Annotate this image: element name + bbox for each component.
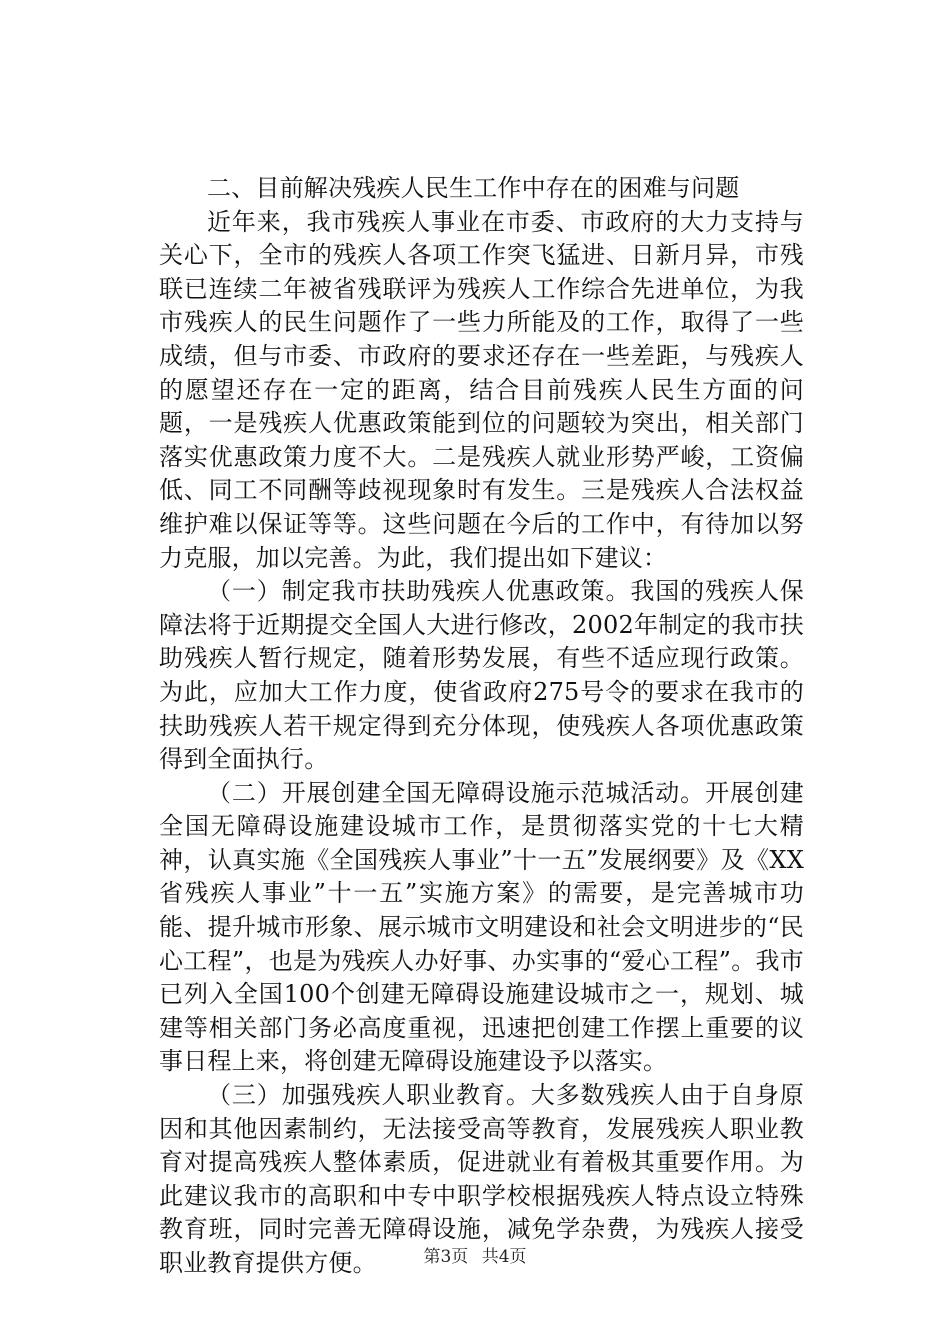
paragraph-item-2: （二）开展创建全国无障碍设施示范城活动。开展创建全国无障碍设施建设城市工作，是贯彻落实党的十七大精神，认真实施《全国残疾人事业”十一五”发展纲要》及《XX省残疾人事业”十一五”实施方案》的需要，是完善城市功能、提升城市形象、展示城市文明建设和社会文明进步的“民心工程”，也是为残疾人办好事、办实事的“爱心工程”。我市已列入全国100个创建无障碍设施建设城市之一，规划、城建等相关部门务必高度重视，迅速把创建工作摆上重要的议事日程上来，将创建无障碍设施建设予以落实。 (159, 778, 804, 1076)
section-heading: 二、目前解决残疾人民生工作中存在的困难与问题 (207, 174, 740, 202)
paragraph-item-1: （一）制定我市扶助残疾人优惠政策。我国的残疾人保障法将于近期提交全国人大进行修改，2002年制定的我市扶助残疾人暂行规定，随着形势发展，有些不适应现行政策。为此，应加大工作力度，使省政府275号令的要求在我市的扶助残疾人若干规定得到充分体现，使残疾人各项优惠政策得到全面执行。 (159, 577, 804, 774)
document-body (159, 172, 804, 1281)
page-number-total: 共4页 (481, 1247, 527, 1267)
paragraph-item-3: （三）加强残疾人职业教育。大多数残疾人由于自身原因和其他因素制约，无法接受高等教育，发展残疾人职业教育对提高残疾人整体素质，促进就业有着极其重要作用。为此建议我市的高职和中专中职学校根据残疾人特点设立特殊教育班，同时完善无障碍设施，减免学杂费，为残疾人接受职业教育提供方便。 (159, 1081, 804, 1277)
paragraph-intro: 近年来，我市残疾人事业在市委、市政府的大力支持与关心下，全市的残疾人各项工作突飞猛进、日新月异，市残联已连续二年被省残联评为残疾人工作综合先进单位，为我市残疾人的民生问题作了一些力所能及的工作，取得了一些成绩，但与市委、市政府的要求还存在一些差距，与残疾人的愿望还存在一定的距离，结合目前残疾人民生方面的问题，一是残疾人优惠政策能到位的问题较为突出，相关部门落实优惠政策力度不大。二是残疾人就业形势严峻，工资偏低、同工不同酬等歧视现象时有发生。三是残疾人合法权益维护难以保证等等。这些问题在今后的工作中，有待加以努力克服，加以完善。为此，我们提出如下建议： (159, 207, 804, 572)
page-footer (0, 1245, 950, 1269)
page-number-current: 第3页 (423, 1247, 469, 1267)
